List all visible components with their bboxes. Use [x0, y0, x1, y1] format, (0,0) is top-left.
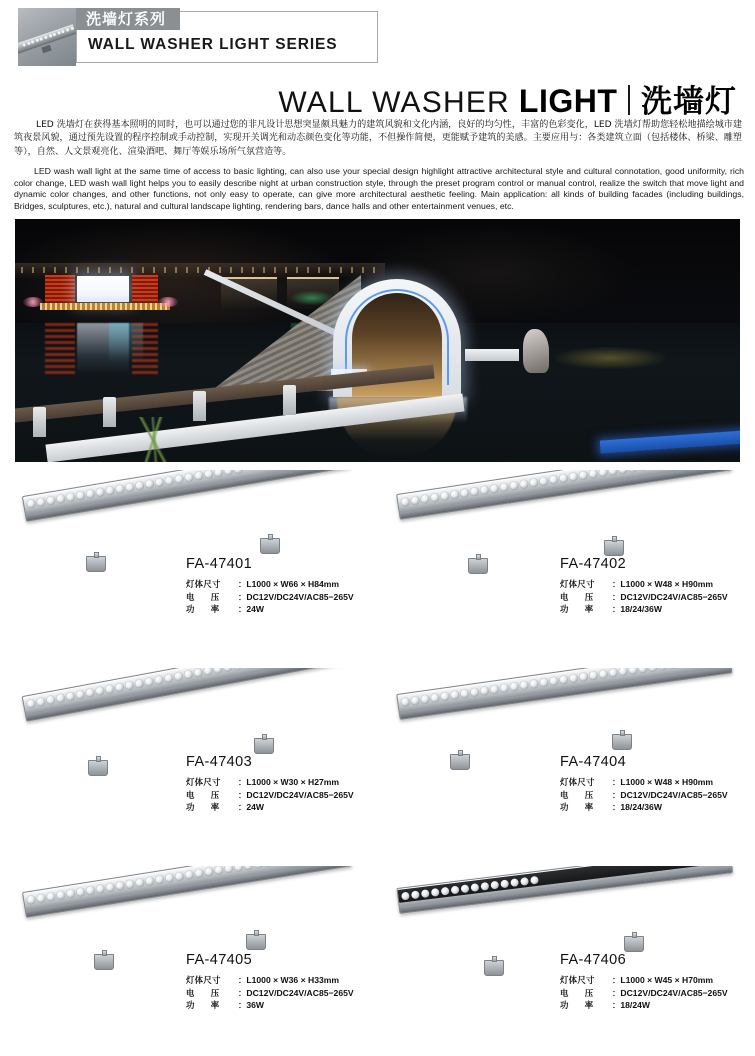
product-code: FA-47405 [186, 952, 378, 968]
led-lens [608, 470, 617, 475]
spec-label-power: 功 率 [560, 603, 612, 616]
spec-colon: ： [612, 789, 620, 802]
product-code: FA-47404 [560, 754, 752, 770]
page-title [278, 76, 737, 121]
led-lens [234, 470, 243, 473]
led-lens [539, 476, 548, 485]
led-lens [411, 495, 420, 504]
led-lens [509, 481, 518, 490]
led-lens [56, 890, 65, 899]
mounting-bracket [254, 738, 274, 754]
mounting-bracket [450, 754, 470, 770]
spec-row [560, 603, 728, 616]
spec-value-power: 18/24W [620, 999, 727, 1012]
spec-colon: ： [238, 999, 246, 1012]
led-lens [76, 689, 85, 698]
led-lens [145, 479, 154, 488]
mounting-bracket [468, 558, 488, 574]
led-lens [579, 470, 588, 479]
led-lens [36, 893, 45, 902]
led-lens [421, 889, 430, 898]
led-lens [254, 866, 263, 868]
product-code: FA-47406 [560, 952, 752, 968]
led-lens [500, 879, 509, 888]
led-lens [234, 866, 243, 871]
spec-colon: ： [612, 603, 620, 616]
series-title-cn: 洗墙灯系列 [76, 8, 180, 30]
intro-paragraph-en: LED wash wall light at the same time of access to basic lighting, can also use your special design highlight attractive architectural style and cultural connotation, good uniformity, rich color change, LED wash wall light helps you to easily describe night at urban construction style, through the preset program control or manual control, realize the switch that move light and dynamic color changes, and other functions, not only easy to operate, can give more architectural aesthetic feeling. Main application: all kinds of building facades (including buildings, Bridges, sculptures, etc.), natural and cultural landscape lighting, rendering bars, dance halls and other entertainment venues, etc. [14, 166, 744, 212]
led-lens [175, 871, 184, 880]
spec-value-size: L1000 × W66 × H84mm [246, 578, 353, 591]
led-lens [144, 677, 153, 686]
led-lens [96, 487, 105, 496]
spec-value-voltage: DC12V/DC24V/AC85−265V [620, 987, 727, 1000]
led-lens [490, 484, 499, 493]
reflection-red-left [45, 323, 75, 375]
led-billboard-screen [77, 276, 129, 302]
spec-colon: ： [612, 999, 620, 1012]
led-lens [203, 668, 212, 675]
spec-row [560, 578, 728, 591]
mounting-bracket [260, 538, 280, 554]
page-title-cn: 洗墙灯 [641, 76, 737, 121]
spec-value-voltage: DC12V/DC24V/AC85−265V [246, 591, 353, 604]
spec-label-size: 灯体尺寸 [186, 974, 238, 987]
spec-row [186, 776, 354, 789]
led-lens [194, 668, 203, 677]
led-lens [401, 497, 410, 506]
led-lens [66, 691, 75, 700]
led-lens [46, 892, 55, 901]
led-lens [27, 895, 36, 904]
mounting-bracket [86, 556, 106, 572]
product-code: FA-47402 [560, 556, 752, 572]
lit-shrubbery [555, 347, 665, 369]
flower-light-left [23, 297, 43, 307]
led-lens [184, 472, 193, 481]
product-info [186, 556, 378, 616]
led-lens [214, 866, 223, 874]
led-lens [480, 881, 489, 890]
spec-label-power: 功 率 [560, 999, 612, 1012]
led-lens [599, 470, 608, 476]
spec-table [560, 578, 728, 616]
led-lens [155, 477, 164, 486]
led-lens [135, 878, 144, 887]
spec-label-voltage: 电 压 [186, 591, 238, 604]
spec-label-voltage: 电 压 [186, 789, 238, 802]
led-lens [520, 876, 529, 885]
led-lens [36, 497, 45, 506]
foreground-foliage [110, 417, 200, 462]
led-lens [135, 678, 144, 687]
spec-label-size: 灯体尺寸 [560, 578, 612, 591]
led-lens [233, 668, 242, 670]
led-lens [450, 489, 459, 498]
led-lens [431, 887, 440, 896]
spec-label-voltage: 电 压 [560, 987, 612, 1000]
led-lens [46, 495, 55, 504]
led-lens [125, 680, 134, 689]
led-lens [154, 675, 163, 684]
spec-label-size: 灯体尺寸 [186, 578, 238, 591]
spec-row [186, 999, 354, 1012]
led-lens [589, 670, 598, 679]
led-lens [213, 668, 222, 673]
led-lens [510, 682, 519, 691]
far-balustrade [465, 349, 519, 361]
flower-light-right [158, 297, 178, 307]
led-lens [579, 672, 588, 681]
spec-row [186, 801, 354, 814]
led-lens [549, 676, 558, 685]
led-lens [26, 698, 35, 707]
led-lens [115, 484, 124, 493]
led-bar-housing [22, 470, 352, 522]
led-lens [125, 482, 134, 491]
led-lens [224, 866, 233, 873]
spec-row [560, 789, 728, 802]
led-lens [539, 677, 548, 686]
product-info [560, 754, 752, 814]
led-lens [401, 697, 410, 706]
spec-row [186, 974, 354, 987]
led-lens [96, 884, 105, 893]
led-lens [470, 687, 479, 696]
led-lens [165, 873, 174, 882]
balustrade-post [283, 385, 296, 415]
product-card [392, 470, 752, 660]
mounting-bracket [604, 540, 624, 556]
led-lens [204, 867, 213, 876]
led-lens [520, 680, 529, 689]
spec-table [186, 776, 354, 814]
led-lens [440, 491, 449, 500]
led-lens [599, 669, 608, 678]
waterfront-marquee-lights [40, 303, 170, 310]
led-lens [609, 668, 618, 677]
reflection-red-right [132, 323, 158, 375]
led-lens [480, 485, 489, 494]
spec-value-power: 24W [246, 801, 353, 814]
led-lens [559, 473, 568, 482]
led-lens [116, 881, 125, 890]
led-lens [106, 882, 115, 891]
product-card [18, 470, 378, 660]
spec-label-power: 功 率 [186, 999, 238, 1012]
led-lens [224, 470, 233, 475]
spec-colon: ： [238, 801, 246, 814]
product-info [186, 754, 378, 814]
mounting-bracket [88, 760, 108, 776]
mounting-bracket [624, 936, 644, 952]
led-lens [648, 668, 657, 671]
product-code: FA-47401 [186, 556, 378, 572]
spec-label-power: 功 率 [560, 801, 612, 814]
led-lens [125, 879, 134, 888]
led-lens [420, 494, 429, 503]
spec-colon: ： [238, 987, 246, 1000]
spec-colon: ： [238, 974, 246, 987]
led-lens [145, 876, 154, 885]
led-lens [56, 693, 65, 702]
product-info [186, 952, 378, 1012]
led-lens [36, 697, 45, 706]
led-lens [569, 673, 578, 682]
led-lens [135, 480, 144, 489]
spec-value-size: L1000 × W48 × H90mm [620, 578, 727, 591]
product-card [18, 668, 378, 858]
led-lens [460, 884, 469, 893]
led-lens [421, 694, 430, 703]
distant-city-lights [21, 267, 381, 273]
page-title-en-bold: LIGHT [519, 83, 617, 120]
spec-row [186, 603, 354, 616]
spec-value-voltage: DC12V/DC24V/AC85−265V [246, 789, 353, 802]
spec-row [186, 987, 354, 1000]
led-lens [76, 887, 85, 896]
spec-table [560, 776, 728, 814]
led-lens [195, 868, 204, 877]
spec-value-size: L1000 × W45 × H70mm [620, 974, 727, 987]
led-lens [589, 470, 598, 478]
led-lens [85, 688, 94, 697]
led-lens [174, 474, 183, 483]
led-lens [430, 693, 439, 702]
spec-label-power: 功 率 [186, 603, 238, 616]
spec-value-power: 18/24/36W [620, 801, 727, 814]
garden-rock [523, 329, 549, 373]
led-lens [470, 883, 479, 892]
led-lens [460, 689, 469, 698]
product-info [560, 556, 752, 616]
led-lens [430, 492, 439, 501]
led-bar-housing [396, 668, 732, 720]
balustrade-post [33, 407, 46, 437]
spec-value-voltage: DC12V/DC24V/AC85−265V [620, 591, 727, 604]
spec-row [560, 987, 728, 1000]
led-lens [569, 472, 578, 481]
led-lens [470, 486, 479, 495]
spec-label-size: 灯体尺寸 [560, 974, 612, 987]
spec-table [186, 974, 354, 1012]
mounting-bracket [246, 934, 266, 950]
spec-row [560, 776, 728, 789]
title-divider [628, 85, 630, 115]
spec-table [186, 578, 354, 616]
led-lens [638, 668, 647, 673]
product-card [392, 668, 752, 858]
led-lens [490, 880, 499, 889]
led-lens [480, 686, 489, 695]
led-lens [401, 891, 410, 900]
spec-row [186, 591, 354, 604]
led-lens [184, 669, 193, 678]
spec-label-size: 灯体尺寸 [560, 776, 612, 789]
led-lens [411, 696, 420, 705]
led-lens [194, 471, 203, 480]
spec-label-size: 灯体尺寸 [186, 776, 238, 789]
spec-value-voltage: DC12V/DC24V/AC85−265V [620, 789, 727, 802]
led-lens [490, 684, 499, 693]
spec-row [560, 999, 728, 1012]
led-lens [658, 668, 667, 670]
spec-value-voltage: DC12V/DC24V/AC85−265V [246, 987, 353, 1000]
led-lens [223, 668, 232, 671]
led-lens [66, 888, 75, 897]
spec-colon: ： [238, 603, 246, 616]
led-lens [460, 488, 469, 497]
led-lens [46, 695, 55, 704]
product-info [560, 952, 752, 1012]
led-lens [549, 475, 558, 484]
spec-colon: ： [612, 578, 620, 591]
wall-washer-light-thumbnail-icon [18, 8, 76, 66]
page-title-en-light: WALL WASHER [278, 86, 510, 120]
led-lens [500, 683, 509, 692]
mounting-bracket [612, 734, 632, 750]
spec-row [560, 974, 728, 987]
spec-value-size: L1000 × W36 × H33mm [246, 974, 353, 987]
spec-label-voltage: 电 压 [560, 591, 612, 604]
product-card [18, 866, 378, 1056]
spec-row [186, 789, 354, 802]
led-lens [174, 671, 183, 680]
spec-colon: ： [612, 801, 620, 814]
spec-colon: ： [238, 578, 246, 591]
led-lens [66, 492, 75, 501]
mounting-bracket [94, 954, 114, 970]
led-lens [165, 476, 174, 485]
led-lens [530, 679, 539, 688]
led-lens [155, 874, 164, 883]
spec-value-power: 36W [246, 999, 353, 1012]
led-lens [619, 668, 628, 675]
hero-application-photo [15, 219, 740, 462]
spec-colon: ： [238, 591, 246, 604]
led-lens [628, 470, 637, 472]
led-lens [164, 673, 173, 682]
led-lens [451, 885, 460, 894]
spec-colon: ： [238, 789, 246, 802]
led-lens [450, 690, 459, 699]
spec-colon: ： [612, 776, 620, 789]
led-lens [529, 478, 538, 487]
led-lens [441, 886, 450, 895]
series-banner [18, 8, 378, 66]
led-bar-housing [22, 668, 351, 722]
spec-colon: ： [238, 776, 246, 789]
led-lens [214, 470, 223, 476]
led-lens [95, 686, 104, 695]
led-lens [105, 684, 114, 693]
spec-label-voltage: 电 压 [186, 987, 238, 1000]
led-lens [510, 878, 519, 887]
spec-colon: ： [612, 987, 620, 1000]
led-bar-housing [22, 866, 352, 918]
spec-value-power: 24W [246, 603, 353, 616]
product-code: FA-47403 [186, 754, 378, 770]
spec-value-size: L1000 × W48 × H90mm [620, 776, 727, 789]
led-lens [86, 489, 95, 498]
led-bar-housing [396, 866, 733, 914]
spec-colon: ： [612, 591, 620, 604]
spec-row [560, 591, 728, 604]
led-lens [500, 482, 509, 491]
led-lens [204, 470, 213, 478]
led-lens [27, 499, 36, 508]
led-lens [105, 485, 114, 494]
led-lens [530, 875, 539, 884]
red-signage-right [132, 275, 158, 303]
led-lens [440, 691, 449, 700]
led-lens [629, 668, 638, 674]
led-lens [244, 866, 253, 869]
mounting-bracket [484, 960, 504, 976]
spec-label-voltage: 电 压 [560, 789, 612, 802]
red-signage-left [45, 275, 75, 303]
intro-paragraph-cn: LED 洗墙灯在获得基本照明的同时，也可以通过您的非凡设计思想突显颇具魅力的建筑风貌和文化内涵，良好的均匀性，丰富的色彩变化，LED 洗墙灯帮助您轻松地描绘城市建筑夜景风貌，通过预先设置的程序控制或手动控制，实现开关调光和动态颜色变化等功能，不但操作简便，更能赋予建筑的美感。主要应用与：各类建筑立面（包括楼体、桥梁、雕塑等），自然、人文景观亮化、渲染酒吧、舞厅等娱乐场所气氛营造等。 [14, 119, 742, 159]
series-title-en: WALL WASHER LIGHT SERIES [88, 36, 338, 54]
spec-label-power: 功 率 [186, 801, 238, 814]
spec-row [560, 801, 728, 814]
led-lens [185, 870, 194, 879]
led-lens [618, 470, 627, 473]
spec-colon: ： [612, 974, 620, 987]
led-lens [86, 885, 95, 894]
led-lens [519, 479, 528, 488]
spec-value-size: L1000 × W30 × H27mm [246, 776, 353, 789]
led-lens [76, 490, 85, 499]
led-lens [56, 494, 65, 503]
led-lens [115, 682, 124, 691]
led-bar-housing [396, 470, 732, 520]
spec-value-power: 18/24/36W [620, 603, 727, 616]
spec-table [560, 974, 728, 1012]
product-card [392, 866, 752, 1056]
led-lens [559, 675, 568, 684]
led-lens [411, 890, 420, 899]
spec-row [186, 578, 354, 591]
